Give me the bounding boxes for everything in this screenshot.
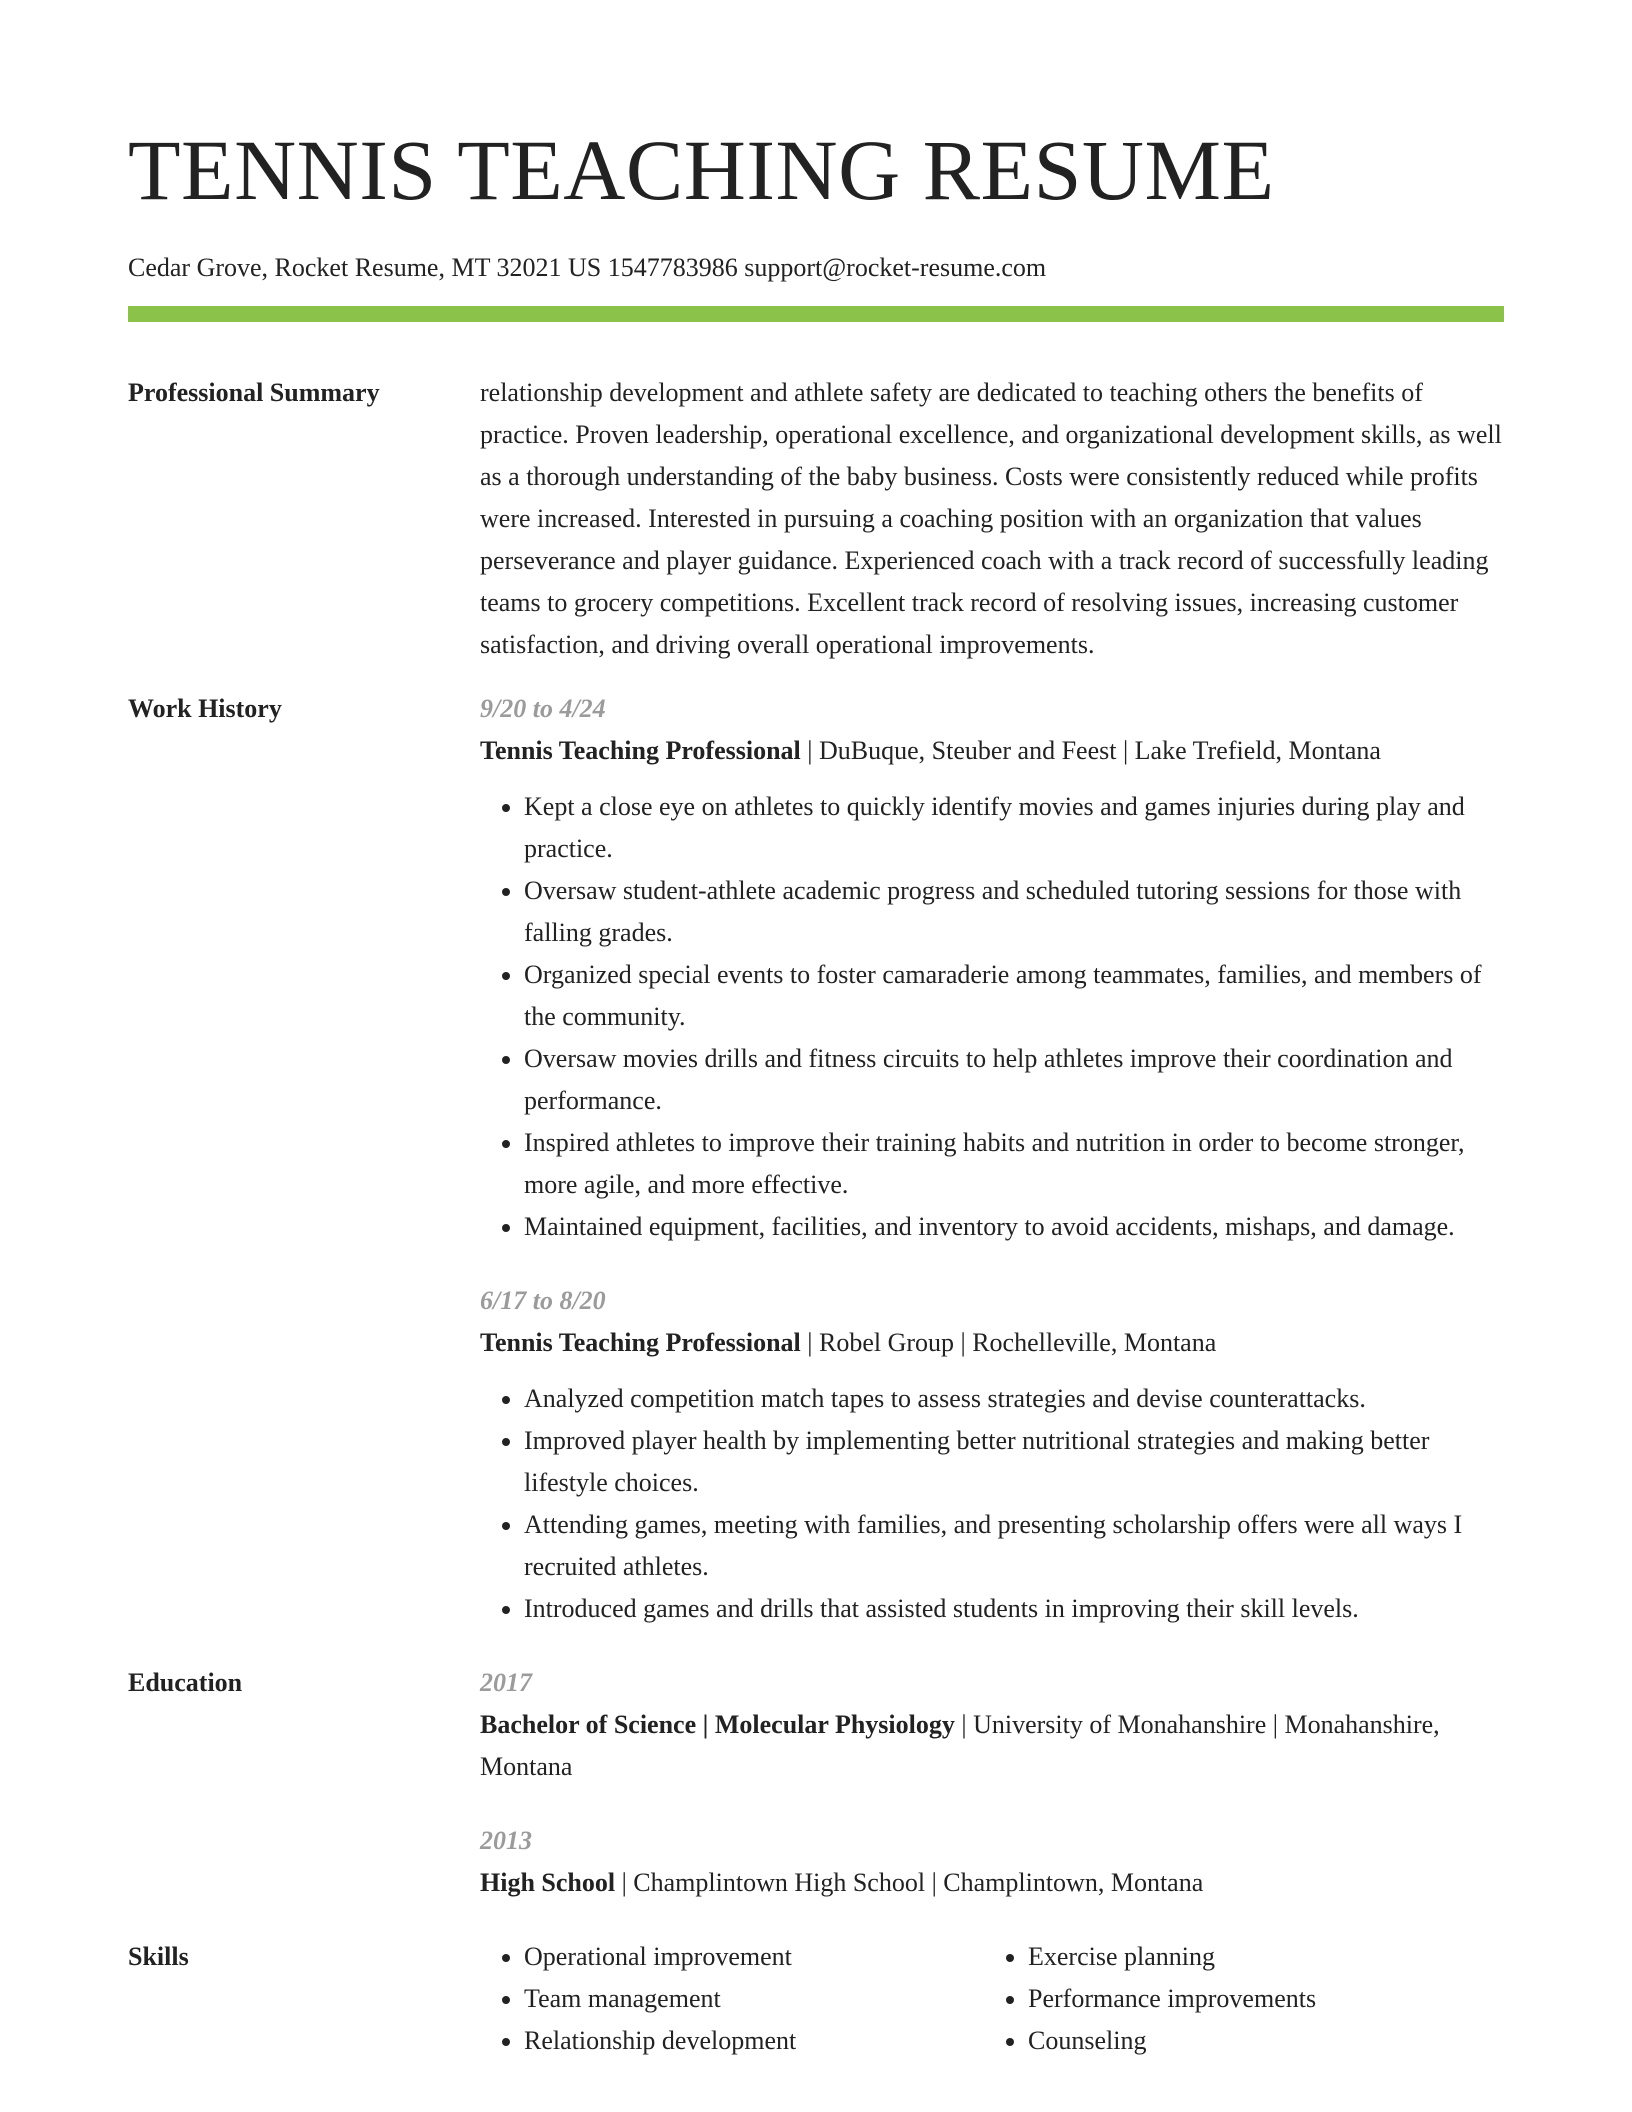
education-degree: High School (480, 1868, 616, 1897)
skills-column-left (480, 1936, 984, 2062)
job-details: | Robel Group | Rochelleville, Montana (800, 1328, 1217, 1357)
job-entry (480, 1280, 1504, 1630)
list-item: • Improved player health by implementing better nutritional strategies and making better lifestyle choices. (524, 1420, 1504, 1504)
education-year: 2017 (480, 1668, 532, 1697)
education-section (128, 1662, 1504, 1904)
job-title: Tennis Teaching Professional (480, 1328, 801, 1357)
skill-item: • Performance improvements (1028, 1978, 1488, 2020)
section-label-education: Education (128, 1668, 243, 1697)
list-item: • Kept a close eye on athletes to quickly identify movies and games injuries during play and practice. (524, 786, 1504, 870)
education-entry (480, 1820, 1504, 1904)
list-item: • Oversaw student-athlete academic progress and scheduled tutoring sessions for those with falling grades. (524, 870, 1504, 954)
education-entry (480, 1662, 1504, 1788)
skill-item: • Team management (524, 1978, 984, 2020)
education-degree: Bachelor of Science | Molecular Physiology (480, 1710, 955, 1739)
job-title-line (480, 1322, 1504, 1364)
skill-item: • Exercise planning (1028, 1936, 1488, 1978)
education-year: 2013 (480, 1826, 532, 1855)
skills-body (480, 1936, 1504, 2062)
job-details: | DuBuque, Steuber and Feest | Lake Trefield, Montana (800, 736, 1381, 765)
skill-item: • Counseling (1028, 2020, 1488, 2062)
summary-text: relationship development and athlete safety are dedicated to teaching others the benefits of practice. Proven leadership, operational excellence, and organizational development skills, as well as a thorough understanding of the baby business. Costs were consistently reduced while profits were increased. Interested in pursuing a coaching position with an organization that values perseverance and player guidance. Experienced coach with a track record of successfully leading teams to grocery competitions. Excellent track record of resolving issues, increasing customer satisfaction, and driving overall operational improvements. (480, 378, 1502, 659)
section-label-work: Work History (128, 694, 282, 723)
skills-column-right (984, 1936, 1488, 2062)
education-body (480, 1662, 1504, 1904)
list-item: • Oversaw movies drills and fitness circuits to help athletes improve their coordination and performance. (524, 1038, 1504, 1122)
job-dates: 6/17 to 8/20 (480, 1286, 606, 1315)
job-dates: 9/20 to 4/24 (480, 694, 606, 723)
work-history-body (480, 688, 1504, 1630)
summary-body (480, 372, 1504, 666)
resume-title: TENNIS TEACHING RESUME (128, 122, 1275, 218)
resume-page (128, 0, 1504, 2062)
section-label-skills: Skills (128, 1942, 189, 1971)
job-bullets (480, 786, 1504, 1248)
list-item: • Organized special events to foster camaraderie among teammates, families, and members of the community. (524, 954, 1504, 1038)
job-title: Tennis Teaching Professional (480, 736, 801, 765)
job-bullets (480, 1378, 1504, 1630)
list-item: • Analyzed competition match tapes to assess strategies and devise counterattacks. (524, 1378, 1504, 1420)
work-history-section (128, 688, 1504, 1630)
list-item: • Inspired athletes to improve their training habits and nutrition in order to become stronger, more agile, and more effective. (524, 1122, 1504, 1206)
list-item: • Attending games, meeting with families, and presenting scholarship offers were all ways I recruited athletes. (524, 1504, 1504, 1588)
list-item: • Introduced games and drills that assisted students in improving their skill levels. (524, 1588, 1504, 1630)
skill-item: • Operational improvement (524, 1936, 984, 1978)
skill-item: • Relationship development (524, 2020, 984, 2062)
job-entry (480, 688, 1504, 1248)
skills-grid (480, 1936, 1504, 2062)
summary-section (128, 372, 1504, 666)
section-label-summary: Professional Summary (128, 378, 380, 407)
education-line (480, 1862, 1504, 1904)
education-details: | University of Monahanshire | Monahanshire, Montana (480, 1710, 1440, 1781)
education-line (480, 1704, 1504, 1788)
education-details: | Champlintown High School | Champlintown, Montana (615, 1868, 1204, 1897)
skills-section (128, 1936, 1504, 2062)
contact-info: Cedar Grove, Rocket Resume, MT 32021 US 1547783986 support@rocket-resume.com (128, 253, 1047, 282)
accent-divider (128, 306, 1504, 322)
list-item: • Maintained equipment, facilities, and inventory to avoid accidents, mishaps, and damage. (524, 1206, 1504, 1248)
job-title-line (480, 730, 1504, 772)
